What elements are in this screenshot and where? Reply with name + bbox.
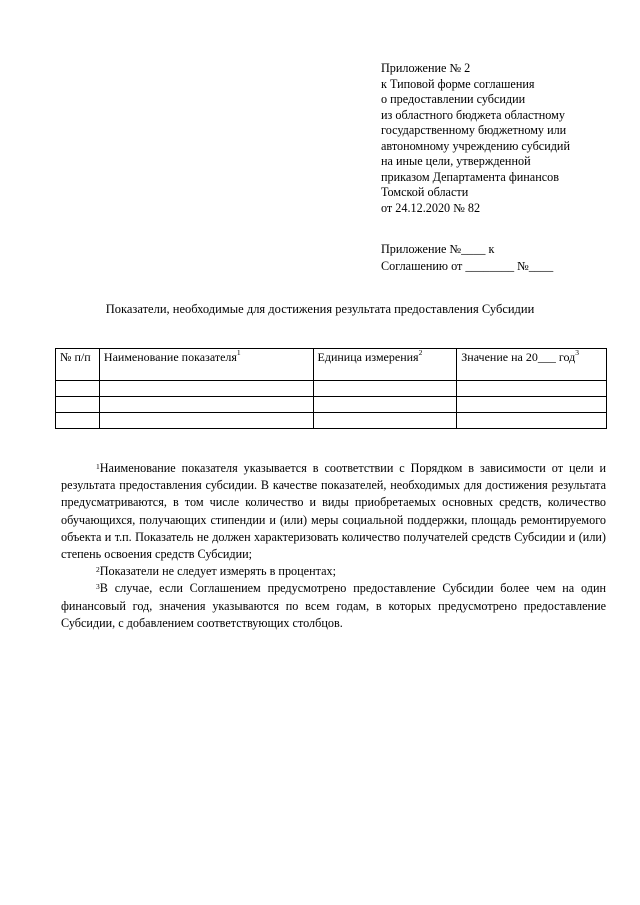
appendix-line: приказом Департамента финансов [381, 169, 559, 184]
table-cell[interactable] [313, 381, 457, 397]
footnote-mark: 1 [96, 462, 100, 471]
column-header-value [457, 349, 607, 381]
table-row [56, 397, 607, 413]
footnote-3 [61, 580, 606, 632]
table-cell[interactable] [56, 381, 100, 397]
table-cell[interactable] [56, 397, 100, 413]
footnote-2 [61, 563, 606, 580]
footnote-ref: 1 [236, 348, 241, 357]
table-row [56, 413, 607, 429]
table-cell[interactable] [457, 381, 607, 397]
appendix-line: автономному учреждению субсидий [381, 138, 570, 153]
agreement-ref-line: Приложение №____ к [381, 242, 495, 256]
table-row [56, 381, 607, 397]
table-cell[interactable] [99, 381, 313, 397]
appendix-header [381, 61, 570, 216]
table-cell[interactable] [457, 397, 607, 413]
column-header-number [56, 349, 100, 381]
header-text: Значение на 20___ год [461, 350, 576, 364]
appendix-line: государственному бюджетному или [381, 123, 567, 137]
footnotes [61, 460, 606, 632]
agreement-reference [381, 241, 553, 275]
appendix-line: Приложение № 2 [381, 61, 471, 75]
footnote-ref: 3 [575, 348, 579, 357]
table-cell[interactable] [313, 413, 457, 429]
footnote-1 [61, 460, 606, 563]
table-cell[interactable] [99, 397, 313, 413]
header-text: Единица измерения [317, 350, 419, 364]
table-cell[interactable] [99, 413, 313, 429]
appendix-line: к Типовой форме соглашения [381, 76, 535, 91]
indicators-table [55, 348, 607, 429]
column-header-name [99, 349, 313, 381]
document-title: Показатели, необходимые для достижения результата предоставления Субсидии [105, 302, 535, 316]
agreement-ref-line: Соглашению от ________ №____ [381, 259, 554, 273]
table-cell[interactable] [313, 397, 457, 413]
appendix-line: из областного бюджета областному [381, 107, 565, 122]
footnote-mark: 3 [96, 582, 100, 592]
header-text: № п/п [60, 350, 91, 364]
header-text: Наименование показателя [103, 350, 237, 364]
footnote-text: Наименование показателя указывается в соответствии с Порядком в зависимости от цели и результата предоставления субсидии. В качестве показателей, необходимых для достижения результата предусматриваются, в том числе количество и виды приобретаемых основных средств, количество обучающихся, получающих стипендии и (или) меры социальной поддержки, площадь ремонтируемого объекта и т.п. Показатель не должен характеризовать количество получателей средств Субсидии и (или) степень освоения средств Субсидии; [61, 461, 606, 562]
footnote-mark: 2 [96, 565, 100, 575]
table-cell[interactable] [56, 413, 100, 429]
appendix-line: о предоставлении субсидии [381, 92, 526, 106]
footnote-ref: 2 [418, 348, 423, 357]
table-header-row [56, 349, 607, 381]
footnote-text: Показатели не следует измерять в процентах; [99, 564, 336, 579]
footnote-text: В случае, если Соглашением предусмотрено предоставление Субсидии более чем на один финансовый год, значения указываются по всем годам, в которых предусмотрено предоставление Субсидии, с добавлением соответствующих столбцов. [61, 581, 606, 630]
appendix-line: на иные цели, утвержденной [381, 154, 531, 168]
table-cell[interactable] [457, 413, 607, 429]
column-header-unit [313, 349, 457, 381]
appendix-line: Томской области [381, 185, 469, 199]
appendix-line: от 24.12.2020 № 82 [381, 200, 481, 215]
